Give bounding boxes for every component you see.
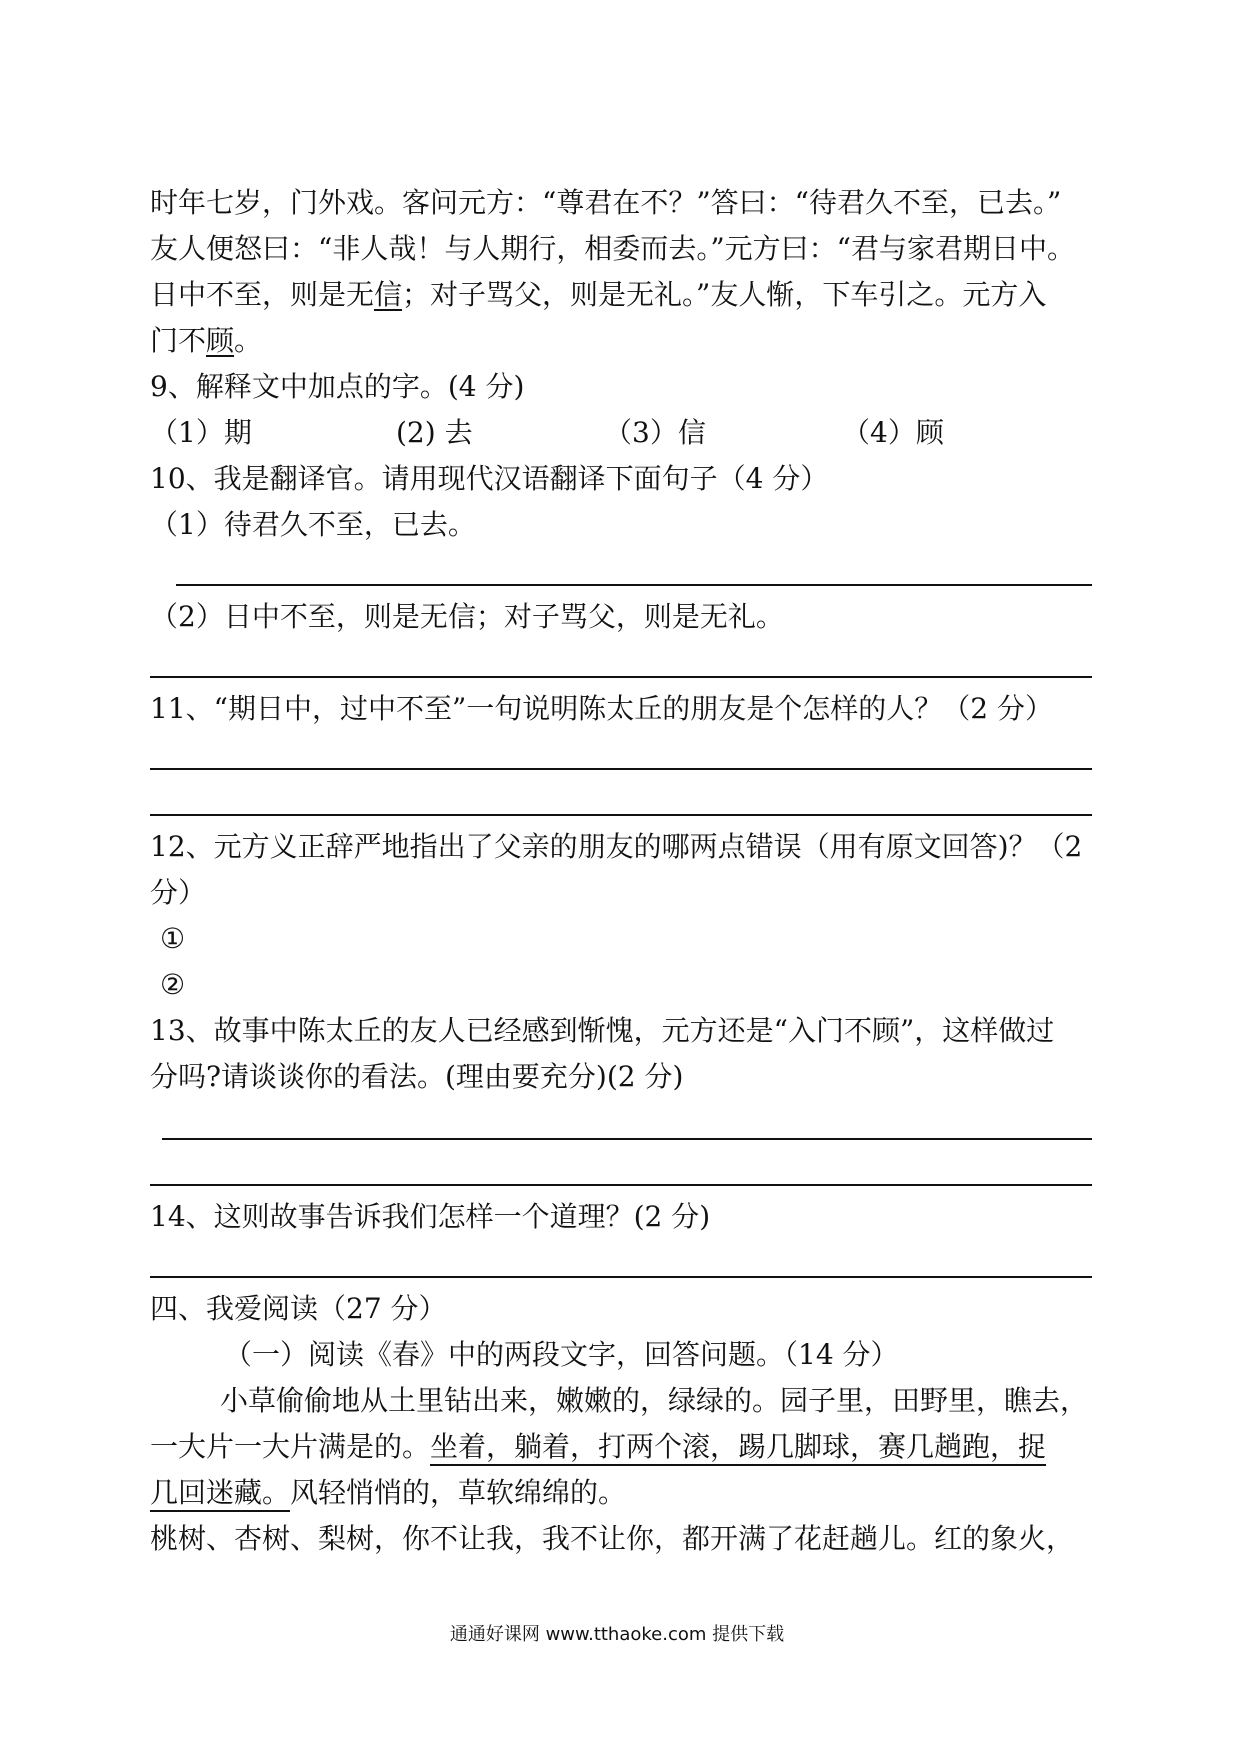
- underlined-sentence: 坐着，躺着，打两个滚，踢几脚球，赛几趟跑，捉: [430, 1430, 1046, 1466]
- reading-p2-line-1: 桃树、杏树、梨树，你不让我，我不让你，都开满了花赶趟儿。红的象火，: [150, 1522, 1075, 1555]
- underlined-sentence: 几回迷藏。: [150, 1476, 290, 1512]
- q13-line-1: 13、故事中陈太丘的友人已经感到惭愧，元方还是“入门不顾”，这样做过: [150, 1014, 1055, 1047]
- answer-line[interactable]: [150, 676, 1092, 678]
- answer-line[interactable]: [176, 584, 1092, 586]
- answer-line[interactable]: [150, 768, 1092, 770]
- footer-credit: 通通好课网 www.tthaoke.com 提供下载: [449, 1624, 785, 1645]
- q12-answer-mark-1: ①: [160, 922, 186, 955]
- passage-text: 门不: [150, 324, 207, 357]
- passage-line-2: 友人便怒曰：“非人哉！与人期行，相委而去。”元方曰：“君与家君期日中。: [150, 232, 1075, 265]
- passage-line-3: [150, 278, 1046, 312]
- reading-text: 风轻悄悄的，草软绵绵的。: [290, 1476, 627, 1509]
- q12-title-line-1: 12、元方义正辞严地指出了父亲的朋友的哪两点错误（用有原文回答)？（2: [150, 830, 1083, 863]
- q10-sentence-2: （2）日中不至，则是无信；对子骂父，则是无礼。: [150, 600, 784, 633]
- passage-text: 日中不至，则是无: [150, 278, 375, 311]
- passage-line-4: [150, 324, 262, 358]
- section4-subtitle: （一）阅读《春》中的两段文字，回答问题。（14 分）: [224, 1338, 899, 1371]
- dotted-word-xin: 信: [374, 278, 403, 311]
- q9-option-2: (2) 去: [396, 416, 473, 449]
- passage-text: 。: [234, 324, 263, 357]
- reading-p1-line-2: [150, 1430, 1046, 1464]
- reading-p1-line-1: 小草偷偷地从土里钻出来，嫩嫩的，绿绿的。园子里，田野里，瞧去，: [220, 1384, 1089, 1417]
- dotted-word-gu: 顾: [206, 324, 235, 357]
- q12-answer-mark-2: ②: [160, 968, 186, 1001]
- answer-line[interactable]: [150, 1184, 1092, 1186]
- q9-option-3: （3）信: [604, 416, 706, 449]
- q11-title: 11、“期日中，过中不至”一句说明陈太丘的朋友是个怎样的人？（2 分）: [150, 692, 1053, 725]
- reading-text: 一大片一大片满是的。: [150, 1430, 431, 1463]
- answer-line[interactable]: [150, 1276, 1092, 1278]
- section4-title: 四、我爱阅读（27 分）: [150, 1292, 447, 1325]
- q12-title-line-2: 分）: [150, 876, 207, 909]
- answer-line[interactable]: [150, 814, 1092, 816]
- q9-option-1: （1）期: [150, 416, 252, 449]
- passage-text: ；对子骂父，则是无礼。”友人惭，下车引之。元方入: [402, 278, 1047, 311]
- q13-line-2: 分吗?请谈谈你的看法。(理由要充分)(2 分): [150, 1060, 684, 1093]
- answer-line[interactable]: [162, 1138, 1092, 1140]
- q9-title: 9、解释文中加点的字。(4 分): [150, 370, 525, 403]
- q10-sentence-1: （1）待君久不至，已去。: [150, 508, 476, 541]
- q14-title: 14、这则故事告诉我们怎样一个道理？(2 分): [150, 1200, 711, 1233]
- passage-line-1: 时年七岁，门外戏。客问元方：“尊君在不？”答曰：“待君久不至，已去。”: [150, 186, 1062, 219]
- reading-p1-line-3: [150, 1476, 626, 1510]
- q9-option-4: （4）顾: [842, 416, 944, 449]
- q10-title: 10、我是翻译官。请用现代汉语翻译下面句子（4 分）: [150, 462, 829, 495]
